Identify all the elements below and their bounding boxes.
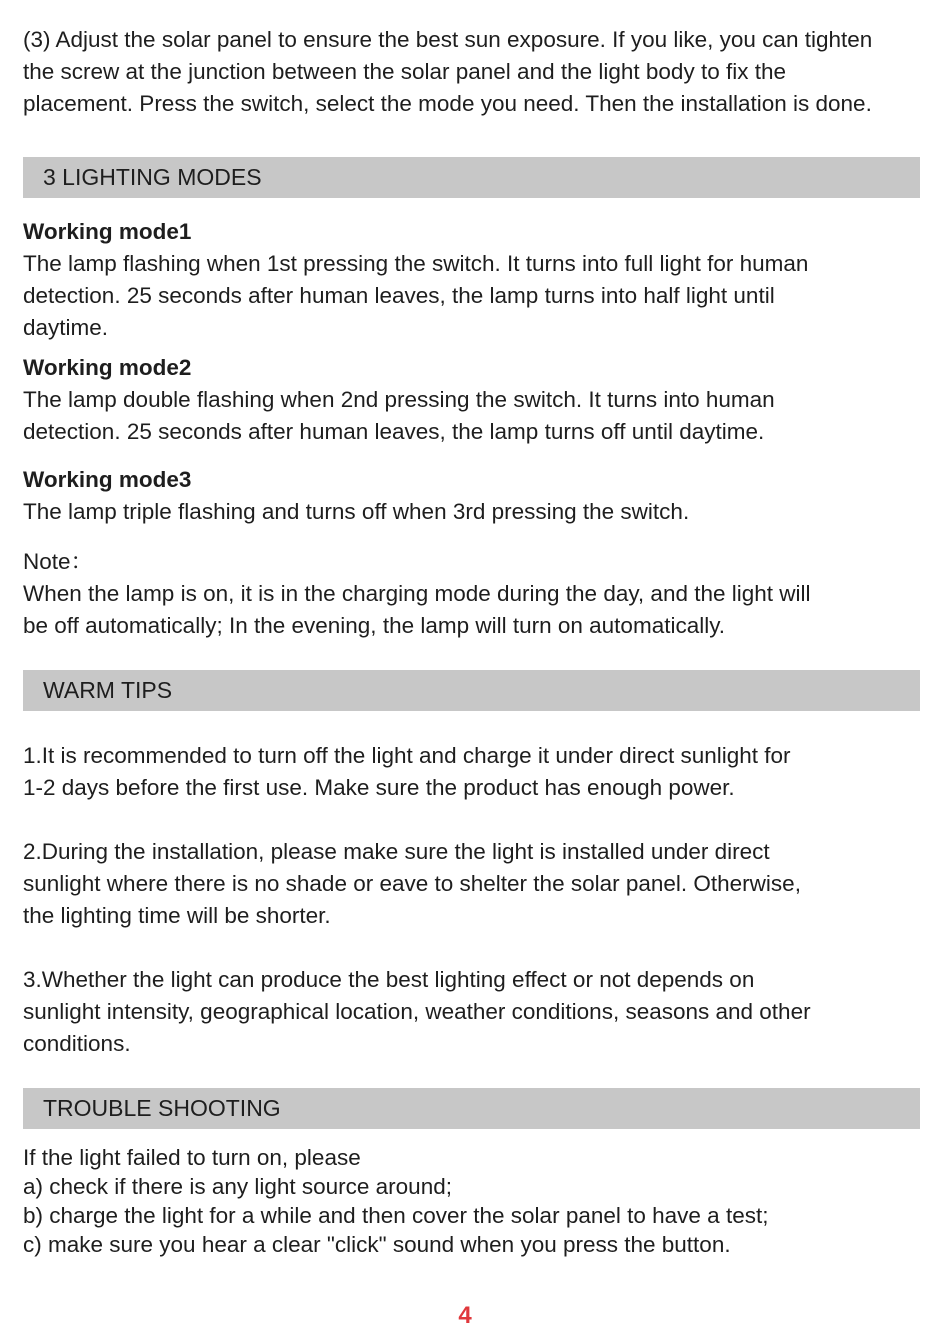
tip-line: 1.It is recommended to turn off the light and charge it under direct sunlight for bbox=[23, 743, 791, 768]
mode3-line: The lamp triple flashing and turns off when 3rd pressing the switch. bbox=[23, 499, 690, 524]
note-line: be off automatically; In the evening, the lamp will turn on automatically. bbox=[23, 613, 726, 638]
trouble-line: c) make sure you hear a clear "click" sound when you press the button. bbox=[23, 1232, 731, 1257]
mode3-description bbox=[23, 496, 923, 528]
tip-line: 1-2 days before the first use. Make sure the product has enough power. bbox=[23, 775, 735, 800]
tip-2 bbox=[23, 836, 923, 932]
section-title: 3 LIGHTING MODES bbox=[43, 164, 262, 190]
trouble-line: a) check if there is any light source around; bbox=[23, 1174, 452, 1199]
tip-3 bbox=[23, 964, 923, 1060]
trouble-shooting-list bbox=[23, 1143, 923, 1259]
mode2-line: The lamp double flashing when 2nd pressing the switch. It turns into human bbox=[23, 387, 775, 412]
intro-line: (3) Adjust the solar panel to ensure the best sun exposure. If you like, you can tighten bbox=[23, 27, 873, 52]
mode2-line: detection. 25 seconds after human leaves, the lamp turns off until daytime. bbox=[23, 419, 765, 444]
trouble-line: If the light failed to turn on, please bbox=[23, 1145, 361, 1170]
tip-line: sunlight intensity, geographical location, weather conditions, seasons and other bbox=[23, 999, 811, 1024]
tip-1 bbox=[23, 740, 923, 804]
intro-line: the screw at the junction between the solar panel and the light body to fix the bbox=[23, 59, 786, 84]
mode2-description bbox=[23, 384, 923, 448]
tip-line: sunlight where there is no shade or eave to shelter the solar panel. Otherwise, bbox=[23, 871, 801, 896]
note-line: When the lamp is on, it is in the charging mode during the day, and the light will bbox=[23, 581, 811, 606]
note-block bbox=[23, 546, 923, 642]
intro-line: placement. Press the switch, select the mode you need. Then the installation is done. bbox=[23, 91, 872, 116]
section-title: WARM TIPS bbox=[43, 677, 173, 703]
lighting-modes-header bbox=[23, 157, 920, 198]
mode1-title: Working mode1 bbox=[23, 219, 192, 244]
mode1-line: daytime. bbox=[23, 315, 109, 340]
mode3-title: Working mode3 bbox=[23, 467, 192, 492]
tip-line: 2.During the installation, please make sure the light is installed under direct bbox=[23, 839, 770, 864]
tip-line: conditions. bbox=[23, 1031, 131, 1056]
intro-paragraph bbox=[23, 24, 923, 120]
mode1-description bbox=[23, 248, 923, 344]
tip-line: 3.Whether the light can produce the best lighting effect or not depends on bbox=[23, 967, 755, 992]
section-title: TROUBLE SHOOTING bbox=[43, 1095, 281, 1121]
trouble-shooting-header bbox=[23, 1088, 920, 1129]
warm-tips-header bbox=[23, 670, 920, 711]
trouble-line: b) charge the light for a while and then cover the solar panel to have a test; bbox=[23, 1203, 769, 1228]
mode2-title: Working mode2 bbox=[23, 355, 192, 380]
mode1-line: The lamp flashing when 1st pressing the switch. It turns into full light for human bbox=[23, 251, 809, 276]
tip-line: the lighting time will be shorter. bbox=[23, 903, 331, 928]
mode1-line: detection. 25 seconds after human leaves, the lamp turns into half light until bbox=[23, 283, 775, 308]
page-number: 4 bbox=[458, 1302, 472, 1329]
note-label: Note： bbox=[23, 549, 94, 574]
